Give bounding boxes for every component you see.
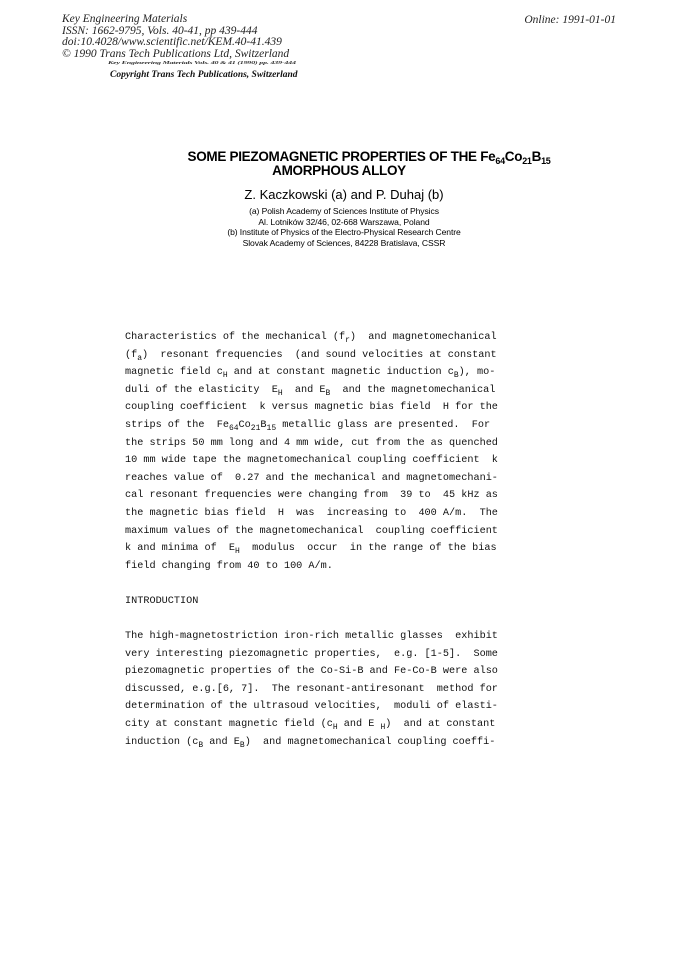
text-line: $(f_a)$ resonant frequencies (and sound velocities at constant [125, 349, 497, 363]
text-line: coupling coefficient k versus magnetic bias field H for the [125, 402, 498, 414]
introduction-text [125, 628, 528, 751]
text-line: the magnetic bias field H was increasing to 400 A/m. The [125, 507, 498, 519]
text-line: discussed, e.g.[6, 7]. The resonant-antiresonant method for [125, 683, 498, 695]
text-line: cal resonant frequencies were changing from 39 to 45 kHz as [125, 490, 498, 502]
journal-name: Key Engineering Materials [62, 13, 188, 25]
text-line: strips of the $Fe_{64}Co_{21}B_{15}$ metallic glass are presented. For [125, 419, 491, 433]
text-line: k and minima of $E_H$ modulus occur in the range of the bias [125, 543, 497, 557]
affiliation-line: (a) Polish Academy of Sciences Institute of Physics [249, 206, 439, 216]
online-date: Online: 1991-01-01 [524, 14, 616, 26]
doi-line: doi:10.4028/www.scientific.net/KEM.40-41.439 [62, 36, 282, 49]
text-line: magnetic field $c_H$ and at constant magnetic induction $c_B$), mo- [125, 367, 496, 381]
text-line: induction ($c_B$ and $E_B$) and magnetomechanical coupling coeffi- [125, 736, 496, 750]
text-line: reaches value of 0.27 and the mechanical and magnetomechani- [125, 472, 498, 484]
issn-line: ISSN: 1662-9795, Vols. 40-41, pp 439-444 [62, 24, 258, 37]
text-line: The high-magnetostriction iron-rich metallic glasses exhibit [125, 631, 498, 643]
text-line: the strips 50 mm long and 4 mm wide, cut from the as quenched [125, 437, 498, 449]
text-line: field changing from 40 to 100 A/m. [125, 560, 333, 572]
abstract [125, 329, 528, 575]
section-heading-introduction: INTRODUCTION [125, 595, 199, 607]
affiliation-line: (b) Institute of Physics of the Electro-Physical Research Centre [227, 227, 461, 238]
text-line: very interesting piezomagnetic properties, e.g. [1-5]. Some [125, 648, 498, 660]
citation-header [62, 14, 289, 60]
paper-title: SOME PIEZOMAGNETIC PROPERTIES OF THE $Fe_{64}Co_{21}B_{15}$ AMORPHOUS ALLOY [187, 149, 551, 178]
text-line: Characteristics of the mechanical $(f_r)$ and magnetomechanical [125, 332, 497, 345]
text-line: piezomagnetic properties of the Co-Si-B and Fe-Co-B were also [125, 666, 498, 678]
paper-body [125, 329, 528, 751]
scanned-journal-line: Key Engineering Materials Vols. 40 & 41 (1990) pp. 439-444 [108, 60, 296, 65]
text-line: duli of the elasticity $E_H$ and $E_B$ and the magnetomechanical [125, 384, 496, 398]
affiliation-line: Slovak Academy of Sciences, 84228 Bratislava, CSSR [242, 237, 446, 248]
text-line: maximum values of the magnetomechanical coupling coefficient [125, 525, 498, 537]
scanned-copyright: Copyright Trans Tech Publications, Switzerland [110, 70, 298, 80]
authors: Z. Kaczkowski (a) and P. Duhaj (b) [244, 187, 444, 202]
affiliation-line: Al. Lotników 32/46, 02-668 Warszawa, Poland [258, 216, 430, 227]
text-line: 10 mm wide tape the magnetomechanical coupling coefficient k [125, 455, 498, 467]
text-line: determination of the ultrasoud velocities, moduli of elasti- [125, 701, 498, 713]
text-line: city at constant magnetic field ($c_H$ and E $_H$) and at constant [125, 719, 496, 733]
affiliations [0, 206, 678, 248]
publisher-copyright: © 1990 Trans Tech Publications Ltd, Switzerland [62, 47, 290, 60]
